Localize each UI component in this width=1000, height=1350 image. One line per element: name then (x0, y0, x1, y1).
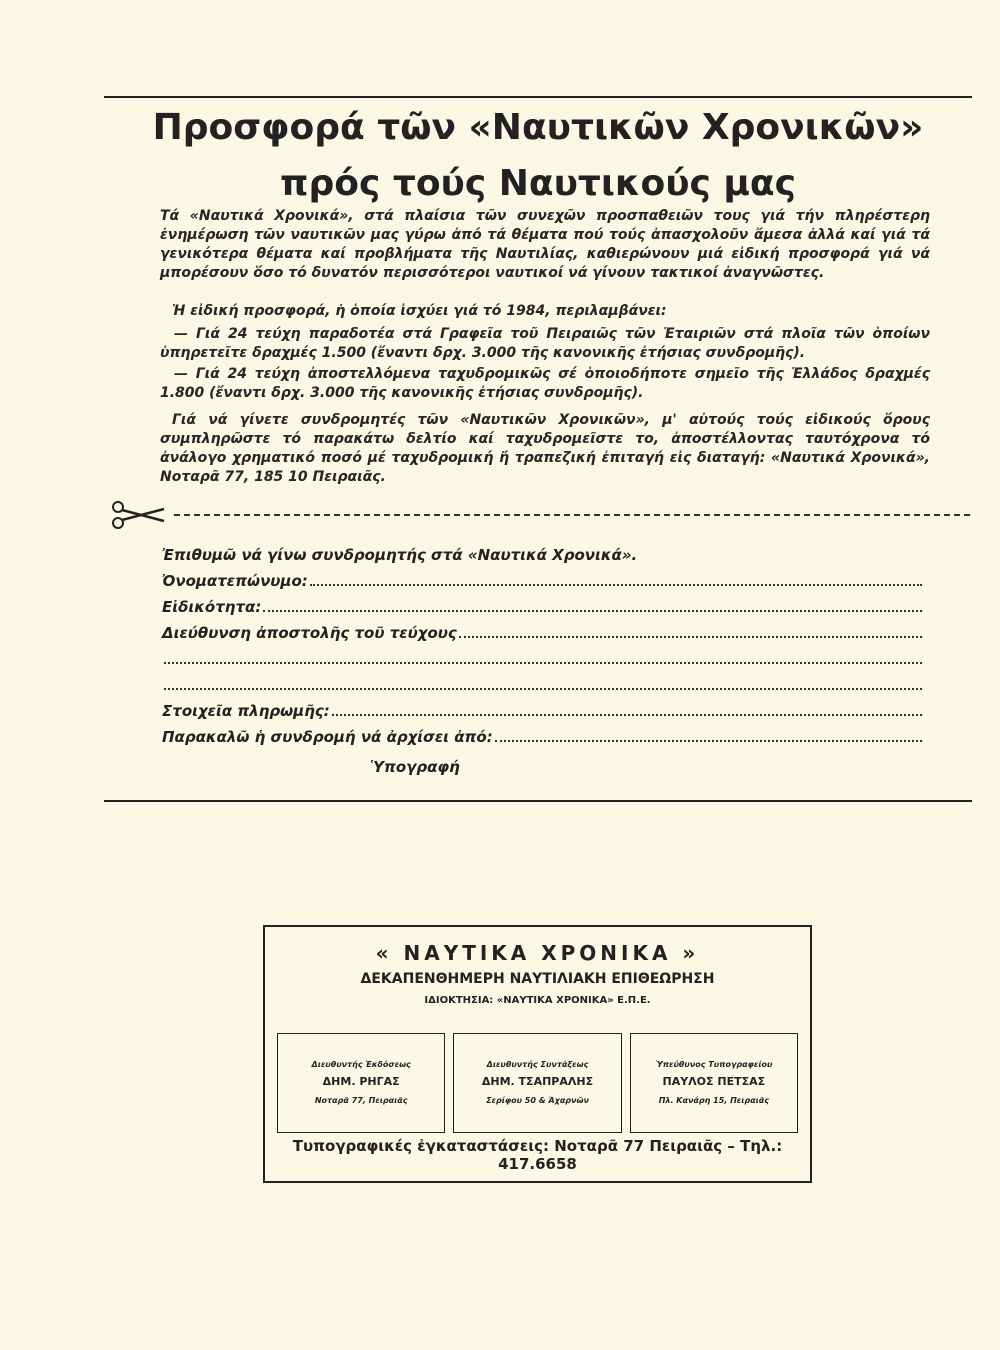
instructions-text: Γιά νά γίνετε συνδρομητές τῶν «Ναυτικῶν Χρονικῶν», μ' αὐτούς τούς εἰδικούς ὅρους συμπληρῶστε τό παρακάτω δελτίο καί ταχυδρομεῖστε το, ἀποστέλλοντας ταυτόχρονα τό ἀνάλογο χρηματικό ποσό μέ ταχυδρομική ἤ τραπεζική ἐπιταγή εἰς διαταγή: «Ναυτικά Χρονικά», Νοταρᾶ 77, 185 10 Πειραιᾶς. (160, 412, 930, 485)
signature-label: Ὑπογραφή (370, 758, 460, 776)
payment-field[interactable] (332, 714, 922, 716)
address-label: Διεύθυνση ἀποστολῆς τοῦ τεύχους (162, 624, 457, 642)
payment-row (162, 694, 922, 720)
cut-dashes (174, 514, 970, 516)
masthead-box (263, 925, 812, 1183)
page-title-line1: Προσφορά τῶν «Ναυτικῶν Χρονικῶν» (152, 107, 924, 148)
cut-line (108, 500, 970, 530)
staff-role: Ὑπεύθυνος Τυπογραφείου (655, 1060, 773, 1069)
offer-item-1: — Γιά 24 τεύχη παραδοτέα στά Γραφεῖα τοῦ Πειραιῶς τῶν Ἑταιριῶν στά πλοῖα τῶν ὁποίων ὑπηρετεῖτε δραχμές 1.500 (ἔναντι δρχ. 3.000 τῆς κανονικῆς ἐτήσιας συνδρομῆς). (160, 326, 930, 361)
staff-address: Νοταρᾶ 77, Πειραιᾶς (314, 1096, 408, 1105)
intro-text: Τά «Ναυτικά Χρονικά», στά πλαίσια τῶν συνεχῶν προσπαθειῶν τους γιά τήν πληρέστερη ἐνημέρωση τῶν ναυτικῶν μας γύρω ἀπό τά θέματα πού τούς ἀπασχολοῦν ἄμεσα ἀλλά καί γιά τά γενικότερα θέματα καί προβλήματα τῆς Ναυτιλίας, καθιερώνουν μιά εἰδική προσφορά γιά νά μπορέσουν ὅσο τό δυνατόν περισσότεροι ναυτικοί νά γίνουν τακτικοί ἀναγνῶστες. (160, 208, 930, 281)
form-intro-row (162, 542, 922, 564)
offer-section (160, 302, 930, 405)
masthead-footer: Τυπογραφικές ἐγκαταστάσεις: Νοταρᾶ 77 Πειραιᾶς – Τηλ.: 417.6658 (292, 1137, 783, 1173)
payment-label: Στοιχεῖα πληρωμῆς: (162, 702, 330, 720)
staff-box-editor (453, 1033, 621, 1133)
specialty-label: Εἰδικότητα: (162, 598, 262, 616)
name-row (162, 564, 922, 590)
offer-lead: Ἡ εἰδική προσφορά, ἡ ὁποία ἰσχύει γιά τό 1984, περιλαμβάνει: (172, 303, 667, 319)
offer-item-2: — Γιά 24 τεύχη ἀποστελλόμενα ταχυδρομικῶς σέ ὁποιοδήποτε σημεῖο τῆς Ἑλλάδος δραχμές 1.800 (ἔναντι δρχ. 3.000 τῆς κανονικῆς ἐτήσιας συνδρομῆς). (160, 366, 930, 401)
top-rule (104, 96, 972, 98)
address-row (162, 616, 922, 642)
intro-paragraph (160, 207, 930, 287)
name-label: Ὀνοματεπώνυμο: (162, 572, 308, 590)
masthead-staff (277, 1033, 798, 1133)
staff-box-printer (630, 1033, 798, 1133)
bottom-rule (104, 800, 972, 802)
instructions-paragraph (160, 411, 930, 491)
signature-row (162, 746, 922, 776)
subscription-form (162, 542, 922, 776)
form-intro: Ἐπιθυμῶ νά γίνω συνδρομητής στά «Ναυτικά Χρονικά». (162, 546, 638, 564)
start-row (162, 720, 922, 746)
staff-name: ΠΑΥΛΟΣ ΠΕΤΣΑΣ (662, 1075, 766, 1088)
staff-role: Διευθυντής Συντάξεως (486, 1060, 589, 1069)
masthead-subtitle: ΔΕΚΑΠΕΝΘΗΜΕΡΗ ΝΑΥΤΙΛΙΑΚΗ ΕΠΙΘΕΩΡΗΣΗ (360, 971, 715, 987)
address-field-3[interactable] (164, 688, 922, 690)
name-field[interactable] (310, 584, 922, 586)
staff-name: ΔΗΜ. ΡΗΓΑΣ (322, 1075, 400, 1088)
address-field[interactable] (459, 636, 922, 638)
scissors-icon (108, 500, 168, 530)
address-field-2[interactable] (164, 662, 922, 664)
start-label: Παρακαλῶ ἡ συνδρομή νά ἀρχίσει ἀπό: (162, 728, 493, 746)
specialty-row (162, 590, 922, 616)
masthead-owner: ΙΔΙΟΚΤΗΣΙΑ: «ΝΑΥΤΙΚΑ ΧΡΟΝΙΚΑ» Ε.Π.Ε. (424, 995, 651, 1006)
staff-box-publisher (277, 1033, 445, 1133)
masthead-title: « ΝΑΥΤΙΚΑ ΧΡΟΝΙΚΑ » (375, 941, 700, 965)
staff-name: ΔΗΜ. ΤΣΑΠΡΑΛΗΣ (481, 1075, 594, 1088)
address-row-3 (162, 668, 922, 694)
staff-role: Διευθυντής Ἐκδόσεως (311, 1060, 411, 1069)
staff-address: Σερίφου 50 & Ἀχαρνῶν (486, 1096, 589, 1105)
specialty-field[interactable] (263, 610, 922, 612)
page-title-line2: πρός τούς Ναυτικούς μας (280, 163, 796, 204)
staff-address: Πλ. Κανάρη 15, Πειραιᾶς (658, 1096, 769, 1105)
start-field[interactable] (495, 740, 922, 742)
address-row-2 (162, 642, 922, 668)
